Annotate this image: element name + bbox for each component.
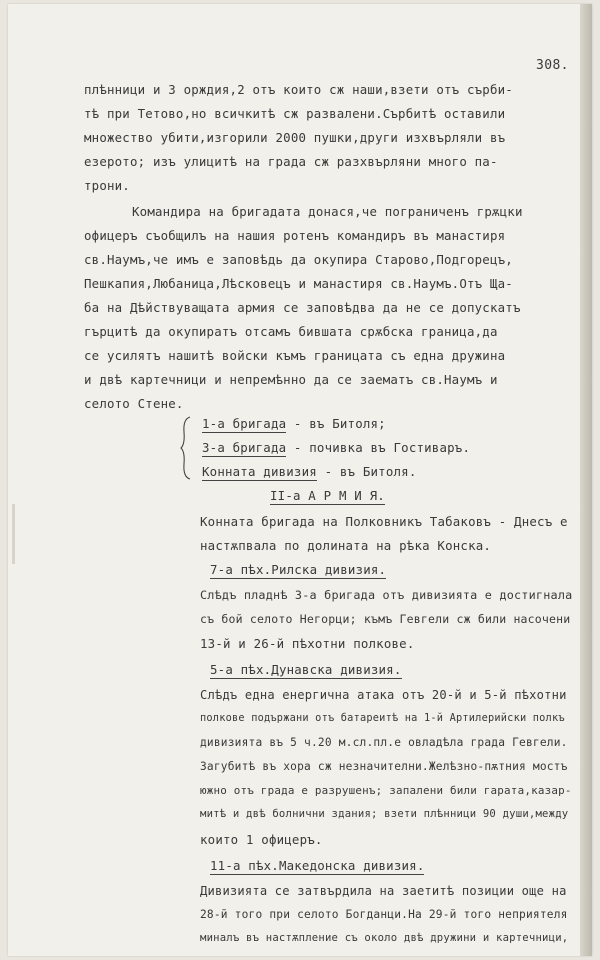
position-unit: Конната дивизия bbox=[202, 464, 317, 479]
text-line: Слѣдъ пладнѣ 3-а бригада отъ дивизията е достигнала bbox=[200, 588, 573, 602]
section-heading: 5-а пѣх.Дунавска дивизия. bbox=[210, 662, 402, 677]
page-edge bbox=[580, 4, 592, 956]
text-line: офицеръ съобщилъ на нашия ротенъ командиръ въ манастиря bbox=[84, 228, 506, 243]
brace-mark bbox=[180, 416, 192, 480]
text-line: тѣ при Тетово,но всичкитѣ сж развалени.Сърбитѣ оставили bbox=[84, 106, 506, 121]
text-line: се усилятъ нашитѣ войски къмъ границата съ една дружина bbox=[84, 348, 506, 363]
text-line: Слѣдъ една енергична атака отъ 20-й и 5-й пѣхотни bbox=[200, 688, 567, 702]
text-line: селото Стене. bbox=[84, 396, 184, 411]
army-heading: II-а А Р М И Я. bbox=[270, 488, 385, 503]
document-page bbox=[8, 4, 592, 956]
text-line: гърцитѣ да окупиратъ отсамъ бившата срѫбска граница,да bbox=[84, 324, 498, 339]
position-entry bbox=[202, 464, 416, 479]
text-line: Конната бригада на Полковникъ Табаковъ - Днесъ е bbox=[200, 514, 568, 529]
position-unit: 1-а бригада bbox=[202, 416, 287, 431]
text-line: св.Наумъ,че имъ е заповѣдь да окупира Старово,Подгорецъ, bbox=[84, 252, 513, 267]
text-line: южно отъ града е разрушенъ; запалени били гарата,казар- bbox=[200, 784, 572, 797]
page-number: 308. bbox=[536, 58, 569, 73]
text-line: Загубитѣ въ хора сж незначителни.Желѣзно-пѫтния мостъ bbox=[200, 760, 568, 773]
text-line: митѣ и двѣ болнични здания; взети плѣнници 90 души,между bbox=[200, 808, 569, 820]
section-heading: 7-а пѣх.Рилска дивизия. bbox=[210, 562, 387, 577]
text-line: Командира на бригадата донася,че пограниченъ грѫцки bbox=[132, 204, 523, 219]
text-line: съ бой селото Негорци; къмъ Гевгели сж били насочени bbox=[200, 612, 571, 626]
text-line: които 1 офицеръ. bbox=[200, 832, 323, 847]
position-location: - въ Битоля; bbox=[286, 416, 386, 431]
text-line: Пешкапия,Любаница,Лѣсковецъ и манастиря св.Наумъ.Отъ Ща- bbox=[84, 276, 513, 291]
position-location: - въ Битоля. bbox=[316, 464, 417, 479]
text-line: настѫпвала по долината на рѣка Конска. bbox=[200, 538, 492, 553]
position-entry bbox=[202, 440, 470, 455]
text-line: полкове подържани отъ батареитѣ на 1-й Артилерийски полкъ bbox=[200, 712, 565, 724]
section-heading: 11-а пѣх.Македонска дивизия. bbox=[210, 858, 425, 873]
text-line: ба на Дѣйствуващата армия се заповѣдва да не се допускатъ bbox=[84, 300, 521, 315]
text-line: 28-й того при селото Богданци.На 29-й того неприятеля bbox=[200, 908, 568, 921]
punch-hole-mark bbox=[12, 504, 15, 564]
text-line: 13-й и 26-й пѣхотни полкове. bbox=[200, 636, 415, 651]
text-line: множество убити,изгорили 2000 пушки,други изхвърляли въ bbox=[84, 130, 506, 145]
text-line: трони. bbox=[84, 178, 130, 193]
text-line: езерото; изъ улицитѣ на града сж разхвърляни много па- bbox=[84, 154, 498, 169]
position-location: - почивка въ Гостиваръ. bbox=[286, 440, 471, 455]
text-line: дивизията въ 5 ч.20 м.сл.пл.е овладѣла града Гевгели. bbox=[200, 736, 568, 749]
text-line: плѣнници и 3 орждия,2 отъ които сж наши,взети отъ сърби- bbox=[84, 82, 513, 97]
text-line: Дивизията се затвърдила на заетитѣ позиции още на bbox=[200, 884, 567, 898]
text-line: и двѣ картечници и непремѣнно да се заематъ св.Наумъ и bbox=[84, 372, 498, 387]
position-entry bbox=[202, 416, 386, 431]
text-line: миналъ въ настѫпление съ около двѣ дружини и картечници, bbox=[200, 932, 569, 944]
position-unit: 3-а бригада bbox=[202, 440, 287, 455]
